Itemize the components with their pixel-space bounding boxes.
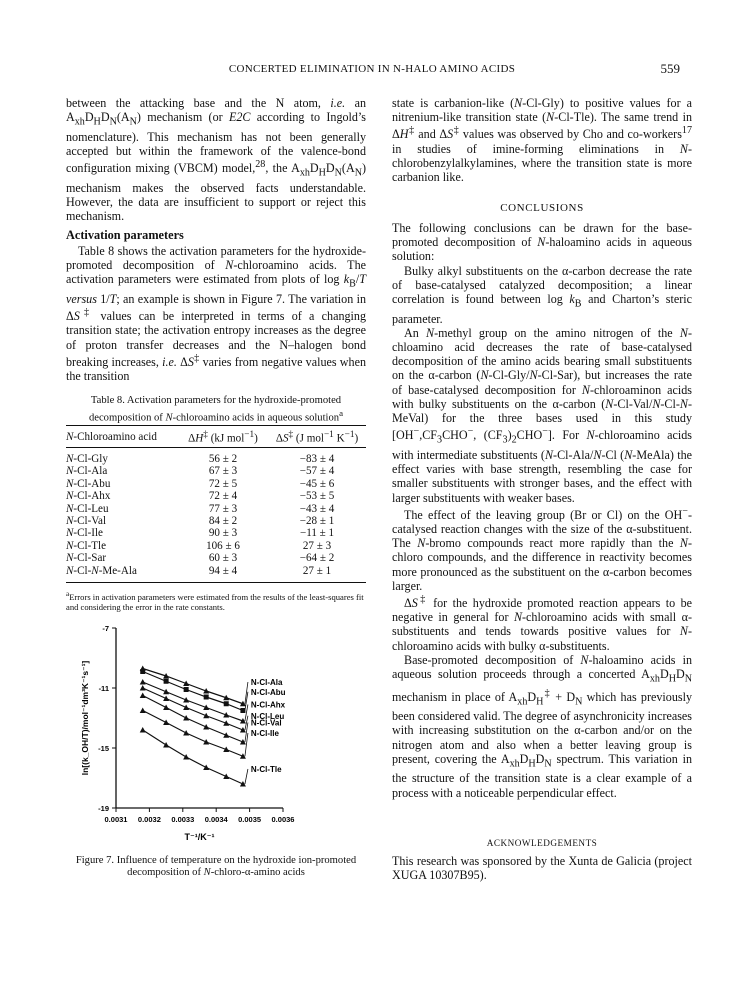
figure7-caption: Figure 7. Influence of temperature on the hydroxide ion-promoted decomposition of N-chloro-α-amino acids xyxy=(75,855,357,879)
x-tick-label: 0.0032 xyxy=(137,815,161,824)
series-label: N-Cl-Ile xyxy=(250,729,279,738)
x-axis-label: T⁻¹/K⁻¹ xyxy=(184,832,215,842)
table8-cell-acid: N-Cl-Gly xyxy=(66,453,108,465)
conclusions-body xyxy=(392,221,692,800)
y-tick-label: -15 xyxy=(98,744,109,753)
table8-cell-acid: N-Cl-Val xyxy=(66,515,107,528)
data-point xyxy=(183,715,189,721)
acknowledgements-heading: ACKNOWLEDGEMENTS xyxy=(486,838,598,848)
data-point xyxy=(163,696,169,702)
table8-cell-ds: −28 ± 1 xyxy=(299,515,335,528)
table8-cell-acid: N-Cl-Ala xyxy=(66,465,108,478)
table8-cell-ds: 27 ± 1 xyxy=(302,564,332,577)
data-point xyxy=(163,720,169,726)
table8-row xyxy=(66,503,366,515)
page-number: 559 xyxy=(660,61,680,76)
table8-cell-ds: −83 ± 4 xyxy=(299,453,335,465)
data-point xyxy=(240,708,245,713)
table8-cell-ds: −57 ± 4 xyxy=(299,465,335,478)
data-point xyxy=(140,685,146,691)
table8-cell-dh: 72 ± 5 xyxy=(208,477,238,490)
table8-cell-acid: N-Cl-N-Me-Ala xyxy=(66,564,137,577)
y-axis-label: ln[(k_OH/T)/mol⁻¹dm³K⁻¹s⁻¹] xyxy=(80,660,90,776)
series-label: N-Cl-Val xyxy=(250,718,282,728)
series-label: N-Cl-Tle xyxy=(250,765,282,774)
data-point xyxy=(183,730,189,736)
table8-row xyxy=(66,527,366,539)
table8-row xyxy=(66,515,366,527)
table8-cell-dh: 56 ± 2 xyxy=(208,453,238,465)
table8-row xyxy=(66,465,366,477)
table8 xyxy=(66,425,366,583)
table8-grid xyxy=(66,428,366,446)
activation-heading: Activation parameters xyxy=(66,228,184,242)
series-line-n-cl-tle xyxy=(143,730,243,784)
table8-header-row xyxy=(66,428,366,446)
y-tick-label: -11 xyxy=(98,684,109,693)
data-point xyxy=(183,754,189,760)
x-tick-label: 0.0035 xyxy=(238,815,262,824)
table8-cell-acid: N-Cl-Tle xyxy=(66,539,107,552)
data-point xyxy=(204,695,209,700)
data-point xyxy=(184,687,189,692)
table8-cell-dh: 60 ± 3 xyxy=(208,552,238,565)
conclusion-paragraph: ΔS‡ for the hydroxide promoted reaction appears to be negative in general for N-chloroamino acids with small α-substituents and tends towards positive values for N-chloroamino acids with bulky α-substituents. xyxy=(392,593,692,653)
conclusion-paragraph: Base-promoted decomposition of N-haloamino acids in aqueous solution proceeds through a concerted $A_{xh}D_HD_N$ mechanism in place of $A_{xh}D_H^\ddagger + D_N$ which has previously been considered valid. The degree of asynchronicity increases with increasing substitution on the α-carbon and/or on the nitrogen atom and also when a better leaving group is present, covering the $A_{xh}D_HD_N$ spectrum. This variation in the structure of the transition state is a clear example of a process with a noticeable perpendicular effect. xyxy=(392,652,693,800)
data-point xyxy=(164,679,169,684)
table8-cell-ds: −11 ± 1 xyxy=(299,527,335,540)
table8-caption: Table 8. Activation parameters for the hydroxide-promoted decomposition of N-chloroamino acids in aqueous solution$^a$ xyxy=(88,395,344,424)
left-intro-paragraph: between the attacking base and the N atom, i.e. an $A_{xh}D_HD_N(A_N)$ mechanism (or E2C according to Ingold’s nomenclature). This mechanism has not been generally accepted but within the framework of the valence-bond configuration mixing (VBCM) model,$^{28}$, the $A_{xh}D_HD_N(A_N)$ mechanism makes the observed facts understandable. However, the data are insufficient to support or reject this mechanism. xyxy=(66,96,367,224)
running-title: CONCERTED ELIMINATION IN N-HALO AMINO ACIDS xyxy=(228,63,516,75)
acknowledgements-text: This research was sponsored by the Xunta de Galicia (project XUGA 10307B95). xyxy=(392,854,692,883)
data-point xyxy=(163,705,169,711)
y-tick-label: -19 xyxy=(98,804,109,813)
data-point xyxy=(163,742,169,748)
x-tick-label: 0.0036 xyxy=(271,815,295,824)
y-tick-label: -7 xyxy=(102,624,109,633)
series-label: N-Cl-Ala xyxy=(250,678,283,687)
conclusions-heading: CONCLUSIONS xyxy=(500,202,584,214)
series-label: N-Cl-Abu xyxy=(250,687,286,697)
conclusion-paragraph: Bulky alkyl substituents on the α-carbon decrease the rate of base-catalysed catalyzed decomposition; a linear correlation is found between $\log k_B$ and Charton’s steric parameter. xyxy=(392,263,692,326)
conclusion-paragraph: The effect of the leaving group (Br or Cl) on the OH−-catalysed reaction changes with the size of the α-substituent. The N-bromo compounds react more rapidly than the N-chloro compounds, and the difference in reactivity becomes more pronounced as the substituent on the α-carbon becomes larger. xyxy=(392,505,692,593)
x-tick-label: 0.0031 xyxy=(104,815,128,824)
table8-footnote: $^a$Errors in activation parameters were estimated from the results of the least-squares fit and considering the error in the rate constants. xyxy=(66,590,364,612)
data-point xyxy=(203,724,209,730)
table8-row xyxy=(66,552,366,564)
table8-col-acid: N-Chloroamino acid xyxy=(66,431,157,443)
series-label: N-Cl-Ahx xyxy=(250,700,286,710)
table8-cell-dh: 84 ± 2 xyxy=(208,515,238,528)
series-leader xyxy=(245,769,248,784)
data-point xyxy=(140,727,146,733)
table8-cell-dh: 67 ± 3 xyxy=(208,465,238,478)
table8-cell-ds: −45 ± 6 xyxy=(299,477,335,490)
data-point xyxy=(140,693,146,699)
conclusion-paragraph: An N-methyl group on the amino nitrogen of the N-chloamino acid decreases the rate of base-catalysed decomposition of the amino acids bearing small substituents on the α-carbon (N-Cl-Gly/N-Cl-Sar), but increases the rate of base-catalysed decomposition for N-chloroaminon acids with bulky substituents on the α-carbon (N-Cl-Val/N-Cl-N-MeVal) for the three bases used in this study [$OH^-,CF_3CHO^-$, $(CF_3)_2CHO^-$]. For N-chloroamino acids with intermediate substituents (N-Cl-Ala/N-Cl (N-MeAla) the effect varies with base strength, resembling the case for smaller substituents with stronger bases, and the effect with larger substituents with weaker bases. xyxy=(392,325,693,505)
right-intro-paragraph: state is carbanion-like (N-Cl-Gly) to positive values for a nitrenium-like transition state (N-Cl-Tle). The same trend in ΔH‡ and ΔS‡ values was observed by Cho and co-workers$^{17}$ in studies of imine-forming eliminations in N-chlorobenzylalkylamines, where the transition state is more carbanion like. xyxy=(392,96,692,185)
table8-cell-acid: N-Cl-Ahx xyxy=(66,490,111,503)
table8-row xyxy=(66,565,366,577)
table8-cell-dh: 90 ± 3 xyxy=(208,527,238,540)
table8-cell-dh: 94 ± 4 xyxy=(208,564,238,577)
table8-cell-ds: 27 ± 3 xyxy=(302,539,332,552)
x-tick-label: 0.0033 xyxy=(171,815,195,824)
series-label: N-Cl-Leu xyxy=(250,711,285,721)
table8-cell-dh: 106 ± 6 xyxy=(206,539,240,552)
data-point xyxy=(203,765,209,771)
data-point xyxy=(183,705,189,711)
table8-cell-ds: −43 ± 4 xyxy=(299,502,335,515)
table8-cell-acid: N-Cl-Leu xyxy=(66,502,109,515)
table8-cell-ds: −53 ± 5 xyxy=(299,490,335,503)
activation-paragraph: Table 8 shows the activation parameters for the hydroxide-promoted decomposition of N-chloroamino acids. The activation parameters were estimated from plots of $\log k_B/T$ versus 1/T; an example is shown in Figure 7. The variation in ΔS‡ values can be interpreted in terms of a changing transition state; the activation entropy increases as the degree of proton transfer decreases and the N–halogen bond breaking increases, i.e. ΔS‡ varies from negative values when the transition xyxy=(66,244,366,384)
figure7-chart xyxy=(76,620,376,845)
table8-row xyxy=(66,540,366,552)
table8-col-dh: ΔH‡ (kJ mol$^{-1}$) xyxy=(188,429,258,445)
data-point xyxy=(140,669,145,674)
table8-row xyxy=(66,478,366,490)
data-point xyxy=(224,701,229,706)
x-tick-label: 0.0034 xyxy=(204,815,228,824)
data-point xyxy=(140,708,146,714)
table8-cell-acid: N-Cl-Sar xyxy=(66,552,107,565)
table8-cell-dh: 72 ± 4 xyxy=(208,490,238,503)
conclusion-paragraph: The following conclusions can be drawn for the base-promoted decomposition of N-haloamino acids in aqueous solution: xyxy=(392,221,692,264)
table8-row xyxy=(66,453,366,465)
data-point xyxy=(140,679,146,685)
table8-cell-acid: N-Cl-Ile xyxy=(66,527,103,540)
table8-cell-dh: 77 ± 3 xyxy=(208,502,238,515)
table8-cell-ds: −64 ± 2 xyxy=(299,552,335,565)
table8-body xyxy=(66,453,366,577)
data-point xyxy=(203,739,209,745)
table8-col-ds: ΔS‡ (J mol$^{-1}$ $K^{-1}$) xyxy=(275,429,359,445)
data-point xyxy=(223,774,229,780)
table8-cell-acid: N-Cl-Abu xyxy=(66,477,111,490)
table8-row xyxy=(66,490,366,502)
